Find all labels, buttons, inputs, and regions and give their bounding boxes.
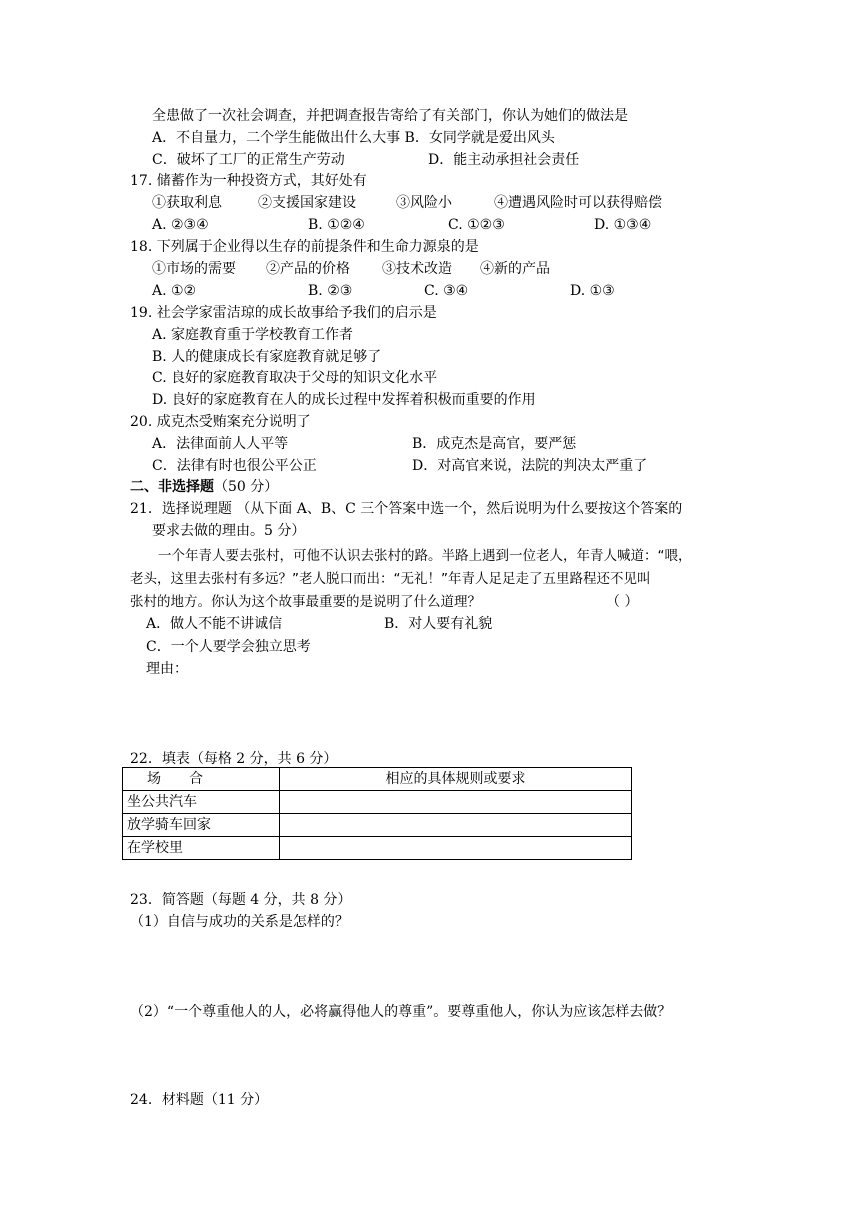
q21-story-line: 张村的地方。你认为这个故事最重要的是说明了什么道理？ <box>130 594 481 610</box>
table-row <box>123 837 632 860</box>
q21-story-line: 一个年青人要去张村，可他不认识去张村的路。半路上遇到一位老人，年青人喊道：“喂， <box>158 548 692 564</box>
table-header-row <box>123 768 632 791</box>
table-header-cell: 场 合 <box>123 768 280 791</box>
q18-item: ①市场的需要 <box>152 261 236 277</box>
q21-option: C．一个人要学会独立思考 <box>146 639 311 655</box>
q17-item: ②支援国家建设 <box>258 195 356 211</box>
q19-option: C. 良好的家庭教育取决于父母的知识文化水平 <box>152 370 438 386</box>
q21-story-line: 老头，这里去张村有多远？”老人脱口而出：“无礼！”年青人足足走了五里路程还不见叫 <box>130 571 651 587</box>
q17-option: A. ②③④ <box>152 217 209 233</box>
q17-option: B. ①②④ <box>308 217 365 233</box>
q18-item: ②产品的价格 <box>266 261 350 277</box>
section-points: （50 分） <box>214 479 279 495</box>
q24-stem: 24．材料题（11 分） <box>130 1092 269 1108</box>
q16-option-ab: A．不自量力，二个学生能做出什么大事 B．女同学就是爱出风头 <box>152 130 555 146</box>
reason-label: 理由： <box>146 661 188 677</box>
q18-option: B. ②③ <box>308 283 353 299</box>
table-row <box>123 814 632 837</box>
q18-option: D. ①③ <box>570 283 615 299</box>
q18-option: C. ③④ <box>424 283 469 299</box>
table-header-cell: 相应的具体规则或要求 <box>280 768 632 791</box>
q17-item: ④遭遇风险时可以获得赔偿 <box>494 195 662 211</box>
answer-parentheses: （ ） <box>606 594 639 610</box>
table-row-label: 坐公共汽车 <box>123 791 280 814</box>
table-row <box>123 791 632 814</box>
q20-stem: 20. 成克杰受贿案充分说明了 <box>130 414 311 430</box>
q17-option: C. ①②③ <box>448 217 505 233</box>
q19-stem: 19. 社会学家雷洁琼的成长故事给予我们的启示是 <box>130 305 437 321</box>
q21-stem-continued: 要求去做的理由。5 分） <box>152 523 306 539</box>
q19-option: D. 良好的家庭教育在人的成长过程中发挥着积极而重要的作用 <box>152 392 536 408</box>
answer-cell[interactable] <box>280 814 632 837</box>
q18-option: A. ①② <box>152 283 197 299</box>
q19-option: A. 家庭教育重于学校教育工作者 <box>152 327 354 343</box>
q16-option-c: C．破坏了工厂的正常生产劳动 <box>152 152 345 168</box>
q20-option: B．成克杰是高官，要严惩 <box>412 436 577 452</box>
fill-table <box>122 767 632 860</box>
q23-stem: 23．简答题（每题 4 分，共 8 分） <box>130 892 352 908</box>
answer-cell[interactable] <box>280 791 632 814</box>
q19-option: B. 人的健康成长有家庭教育就足够了 <box>152 349 382 365</box>
q16-option-d: D．能主动承担社会责任 <box>428 152 580 168</box>
table-row-label: 放学骑车回家 <box>123 814 280 837</box>
q18-stem: 18. 下列属于企业得以生存的前提条件和生命力源泉的是 <box>130 239 479 255</box>
q17-item: ①获取利息 <box>152 195 222 211</box>
q20-option: C．法律有时也很公平公正 <box>152 458 317 474</box>
q22-stem: 22．填表（每格 2 分，共 6 分） <box>130 751 338 767</box>
q20-option: D．对高官来说，法院的判决太严重了 <box>412 458 648 474</box>
section-title: 二、非选择题 <box>130 479 214 495</box>
q23-sub-question: （1）自信与成功的关系是怎样的？ <box>130 914 349 930</box>
q18-item: ④新的产品 <box>480 261 550 277</box>
q17-stem: 17. 储蓄作为一种投资方式，其好处有 <box>130 173 367 189</box>
q21-option: B．对人要有礼貌 <box>384 616 493 632</box>
q21-option: A．做人不能不讲诚信 <box>146 616 283 632</box>
section-heading <box>130 477 278 497</box>
q18-item: ③技术改造 <box>382 261 452 277</box>
q17-option: D. ①③④ <box>594 217 652 233</box>
q16-stem-continued: 全患做了一次社会调查，并把调查报告寄给了有关部门，你认为她们的做法是 <box>152 108 628 124</box>
q20-option: A．法律面前人人平等 <box>152 436 289 452</box>
q23-sub-question: （2）“一个尊重他人的人，必将赢得他人的尊重”。要尊重他人，你认为应该怎样去做？ <box>130 1004 672 1020</box>
q21-stem: 21．选择说理题 （从下面 A、B、C 三个答案中选一个，然后说明为什么要按这个答案的 <box>130 501 683 517</box>
answer-cell[interactable] <box>280 837 632 860</box>
q17-item: ③风险小 <box>396 195 452 211</box>
table-row-label: 在学校里 <box>123 837 280 860</box>
